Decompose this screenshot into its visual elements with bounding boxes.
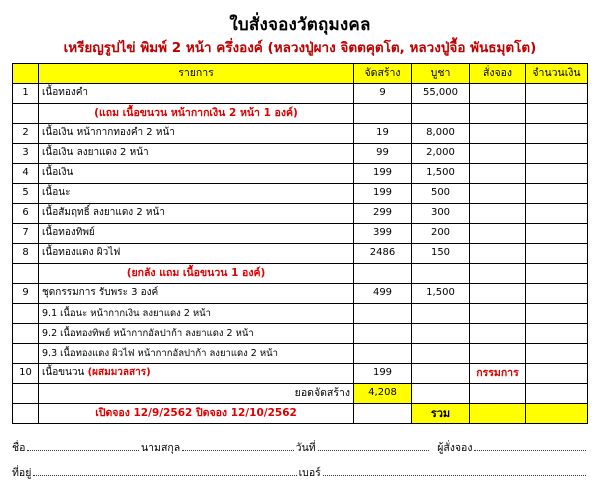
column-header-amount: จำนวนเงิน xyxy=(526,64,588,84)
table-row xyxy=(13,204,588,224)
row-amount[interactable] xyxy=(526,224,588,244)
open-close-label: เปิดจอง 12/9/2562 ปิดจอง 12/10/2562 xyxy=(39,404,354,424)
grand-total-row xyxy=(13,404,588,424)
row-subitem: 9.1 เนื้อนะ หน้ากากเงิน ลงยาแดง 2 หน้า xyxy=(39,304,354,324)
row-made: 199 xyxy=(354,364,412,384)
orderer-input[interactable] xyxy=(474,450,586,451)
row-item: เนื้อนะ xyxy=(39,184,354,204)
row-no xyxy=(13,304,39,324)
page-title: ใบสั่งจองวัตถุมงคล xyxy=(229,15,371,35)
row-no: 5 xyxy=(13,184,39,204)
row-order[interactable] xyxy=(470,124,526,144)
date-input[interactable] xyxy=(318,450,430,451)
address-label: ที่อยู่ xyxy=(12,467,32,480)
row-made xyxy=(354,304,412,324)
row-no: 2 xyxy=(13,124,39,144)
row-made: 9 xyxy=(354,84,412,104)
row-price: 1,500 xyxy=(412,164,470,184)
row-made: 99 xyxy=(354,144,412,164)
table-row xyxy=(13,124,588,144)
row-amount[interactable] xyxy=(526,124,588,144)
row-order[interactable] xyxy=(470,304,526,324)
row-made: 399 xyxy=(354,224,412,244)
row-no: 1 xyxy=(13,84,39,104)
column-header-item: รายการ xyxy=(39,64,354,84)
row-amount[interactable] xyxy=(526,104,588,124)
row-item-note: (ผสมมวลสาร) xyxy=(87,367,151,379)
row-price: 1,500 xyxy=(412,284,470,304)
row-no: 3 xyxy=(13,144,39,164)
row-order[interactable] xyxy=(470,104,526,124)
row-amount[interactable] xyxy=(526,264,588,284)
grand-total-label: รวม xyxy=(412,404,470,424)
table-row xyxy=(13,224,588,244)
row-item: ชุดกรรมการ รับพระ 3 องค์ xyxy=(39,284,354,304)
row-item: เนื้อเงิน หน้ากากทองคำ 2 หน้า xyxy=(39,124,354,144)
table-row xyxy=(13,144,588,164)
row-order[interactable] xyxy=(470,84,526,104)
phone-label: เบอร์ xyxy=(298,467,321,480)
row-no xyxy=(13,324,39,344)
committee-label: กรรมการ xyxy=(470,364,526,384)
row-amount[interactable] xyxy=(526,364,588,384)
row-subitem: 9.3 เนื้อทองแดง ผิวไฟ หน้ากากอัลปาก้า ลงยาแดง 2 หน้า xyxy=(39,344,354,364)
table-row xyxy=(13,364,588,384)
surname-label: นามสกุล xyxy=(140,442,181,455)
surname-input[interactable] xyxy=(182,450,294,451)
table-subrow xyxy=(13,344,588,364)
row-item: เนื้อทองแดง ผิวไฟ xyxy=(39,244,354,264)
spacer-cell-order xyxy=(470,384,526,404)
table-note-row xyxy=(13,104,588,124)
row-no: 10 xyxy=(13,364,39,384)
footer-line-address xyxy=(12,461,588,486)
table-note-row xyxy=(13,264,588,284)
row-made xyxy=(354,104,412,124)
row-no: 9 xyxy=(13,284,39,304)
row-price xyxy=(412,324,470,344)
total-made-row xyxy=(13,384,588,404)
row-no: 6 xyxy=(13,204,39,224)
spacer-cell-price xyxy=(412,384,470,404)
row-note: (ยกลัง แถม เนื้อขนวน 1 องค์) xyxy=(39,264,354,284)
total-made-value: 4,208 xyxy=(354,384,412,404)
row-item: เนื้อขนวน xyxy=(42,367,85,379)
total-made-label: ยอดจัดสร้าง xyxy=(39,384,354,404)
spacer-cell-amount xyxy=(526,384,588,404)
row-no xyxy=(13,264,39,284)
row-made xyxy=(354,324,412,344)
table-row xyxy=(13,84,588,104)
table-row xyxy=(13,184,588,204)
name-input[interactable] xyxy=(27,450,139,451)
form-footer xyxy=(12,436,588,486)
column-header-made: จัดสร้าง xyxy=(354,64,412,84)
row-order[interactable] xyxy=(470,244,526,264)
row-amount[interactable] xyxy=(526,304,588,324)
row-item: เนื้อทองคำ xyxy=(39,84,354,104)
row-no: 8 xyxy=(13,244,39,264)
grand-total-value[interactable] xyxy=(526,404,588,424)
row-made: 299 xyxy=(354,204,412,224)
row-amount[interactable] xyxy=(526,284,588,304)
row-order[interactable] xyxy=(470,264,526,284)
spacer-cell-no xyxy=(13,384,39,404)
row-made: 499 xyxy=(354,284,412,304)
row-price: 300 xyxy=(412,204,470,224)
row-price: 500 xyxy=(412,184,470,204)
row-made xyxy=(354,264,412,284)
row-amount[interactable] xyxy=(526,184,588,204)
address-input[interactable] xyxy=(33,475,296,476)
row-no: 4 xyxy=(13,164,39,184)
row-price xyxy=(412,264,470,284)
row-order[interactable] xyxy=(470,324,526,344)
row-order[interactable] xyxy=(470,224,526,244)
row-item: เนื้อสัมฤทธิ์ ลงยาแดง 2 หน้า xyxy=(39,204,354,224)
row-price: 2,000 xyxy=(412,144,470,164)
row-note: (แถม เนื้อขนวน หน้ากากเงิน 2 หน้า 1 องค์) xyxy=(39,104,354,124)
row-order[interactable] xyxy=(470,144,526,164)
phone-input[interactable] xyxy=(323,475,586,476)
row-no xyxy=(13,344,39,364)
table-subrow xyxy=(13,324,588,344)
row-amount[interactable] xyxy=(526,84,588,104)
row-made xyxy=(354,344,412,364)
grand-total-value-left[interactable] xyxy=(470,404,526,424)
footer-line-name xyxy=(12,436,588,461)
name-label: ชื่อ xyxy=(12,442,26,455)
row-amount[interactable] xyxy=(526,144,588,164)
row-price xyxy=(412,364,470,384)
row-amount[interactable] xyxy=(526,244,588,264)
table-header-row xyxy=(13,64,588,84)
orderer-label: ผู้สั่งจอง xyxy=(437,442,473,455)
row-item: เนื้อเงิน ลงยาแดง 2 หน้า xyxy=(39,144,354,164)
row-made: 199 xyxy=(354,184,412,204)
table-row xyxy=(13,244,588,264)
page-subtitle: เหรียญรูปไข่ พิมพ์ 2 หน้า ครึ่งองค์ (หลวงปู่ผาง จิตตคุตโต, หลวงปู่จื้อ พันธมุตโต) xyxy=(63,39,537,56)
row-order[interactable] xyxy=(470,204,526,224)
row-price: 150 xyxy=(412,244,470,264)
row-price: 8,000 xyxy=(412,124,470,144)
spacer-cell-no-2 xyxy=(13,404,39,424)
row-amount[interactable] xyxy=(526,324,588,344)
table-subrow xyxy=(13,304,588,324)
order-table xyxy=(12,63,588,424)
row-made: 19 xyxy=(354,124,412,144)
table-row xyxy=(13,284,588,304)
row-item-wrapper xyxy=(39,364,354,384)
column-header-no xyxy=(13,64,39,84)
row-order[interactable] xyxy=(470,164,526,184)
row-order[interactable] xyxy=(470,284,526,304)
row-made: 199 xyxy=(354,164,412,184)
row-price xyxy=(412,344,470,364)
row-order[interactable] xyxy=(470,344,526,364)
row-amount[interactable] xyxy=(526,344,588,364)
row-price: 200 xyxy=(412,224,470,244)
row-price: 55,000 xyxy=(412,84,470,104)
column-header-order: สั่งจอง xyxy=(470,64,526,84)
row-price xyxy=(412,304,470,324)
row-amount[interactable] xyxy=(526,164,588,184)
column-header-price: บูชา xyxy=(412,64,470,84)
row-amount[interactable] xyxy=(526,204,588,224)
row-price xyxy=(412,104,470,124)
table-row xyxy=(13,164,588,184)
row-made: 2486 xyxy=(354,244,412,264)
row-subitem: 9.2 เนื้อทองทิพย์ หน้ากากอัลปาก้า ลงยาแดง 2 หน้า xyxy=(39,324,354,344)
row-order[interactable] xyxy=(470,184,526,204)
row-no xyxy=(13,104,39,124)
date-label: วันที่ xyxy=(295,442,316,455)
row-item: เนื้อทองทิพย์ xyxy=(39,224,354,244)
row-item: เนื้อเงิน xyxy=(39,164,354,184)
spacer-cell-made-2 xyxy=(354,404,412,424)
row-no: 7 xyxy=(13,224,39,244)
